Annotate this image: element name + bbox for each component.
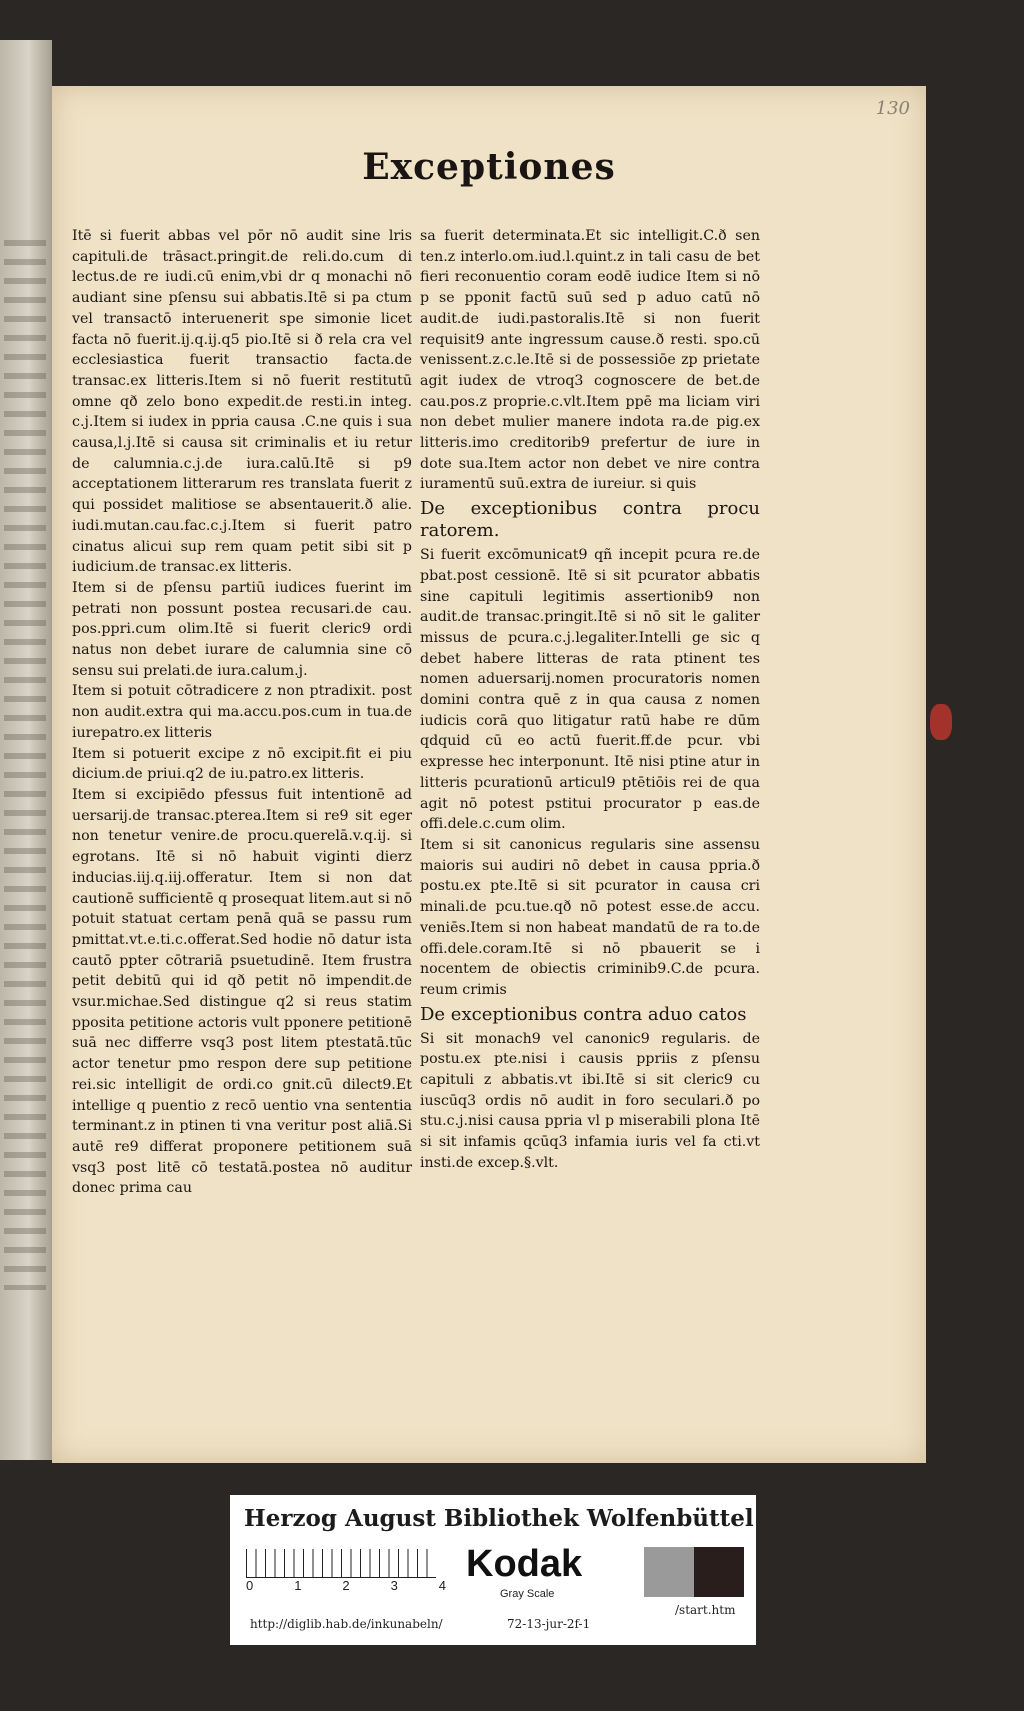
paragraph: Si sit monach9 vel canonic9 regularis. de postu.ex pte.nisi i causis ppriis z pſensu capituli z abbatis.vt ibi.Itē si sit cleric9 cu iuscūq3 ordis nō audit in foro seculari.ð po stu.c.j.nisi causa ppria vl p miserabili plona Itē si sit infamis qcūq3 infamia iuris vel fa cti.vt insti.de excep.§.vlt. <box>420 1030 760 1171</box>
dark-swatch <box>694 1547 744 1597</box>
kodak-brand: Kodak <box>466 1543 583 1585</box>
section-heading: De exceptionibus contra procu ratorem. <box>420 498 760 542</box>
measurement-ruler <box>246 1549 436 1578</box>
gray-scale-label: Gray Scale <box>500 1588 555 1600</box>
gray-swatch <box>644 1547 694 1597</box>
left-column <box>72 226 412 1199</box>
ruler-number: 3 <box>390 1578 398 1593</box>
section-heading: De exceptionibus contra aduo catos <box>420 1003 747 1025</box>
right-column <box>420 226 760 1174</box>
paragraph: Item si excipiēdo pfessus fuit intentionē ad uersarij.de transac.pterea.Item si re9 sit eger non tenetur venire.de procu.querelā.v.q.ij. si egrotans. Itē si nō habuit viginti dierz inducias.iij.q.iij.offeratur. Item si non dat cautionē sufficientē q prosequat litem.aut si nō potuit statuat certam penā quā se passu rum pmittat.vt.e.ti.c.offerat.Sed hodie nō datur ista cautō ppter cōtrariā psuetudinē. Item frustra petit debitū qui id qð petit nō impendit.de vsur.michae.Sed distingue q2 si reus statim pposita petitione actoris vult pponere petitionē suā nec differre vsq3 post litem ptestatā.tūc actor tenetur pmo respon dere sup petitione rei.sic intelligit de ordi.co gnit.cū dilect9.Et intellige q puentio z recō uentio vna sententia terminant.z in ptinen ti vna veritur post aliā.Si autē re9 differat proponere petitionem suā vsq3 post litē cō testatā.postea nō auditur donec prima cau <box>72 786 412 1197</box>
paragraph: Item si potuerit excipe z nō excipit.fit ei piu dicium.de priui.q2 de iu.patro.ex litteris. <box>72 745 412 783</box>
paragraph: Item si sit canonicus regularis sine assensu maioris sui audiri nō debet in causa ppria.ð postu.ex pte.Itē si sit pcurator in causa cri minali.de pcu.tue.qð nō potest esse.de accu. veniēs.Item si non habeat mandatū de ra to.de offi.dele.coram.Itē si nō pbauerit se i nocentem de obiectis criminib9.C.de pcura. reum crimis <box>420 836 760 998</box>
ruler-numbers <box>246 1578 446 1593</box>
page-title: Exceptiones <box>362 146 616 188</box>
previous-page-edge <box>0 40 52 1460</box>
paragraph: sa fuerit determinata.Et sic intelligit.C.ð sen ten.z interlo.om.iud.l.quint.z in tali casu de bet fieri reconuentio coram eodē iudice Item si nō p se pponit factū suū sed p aduo catū nō audit.de iudi.pastoralis.Itē si non fuerit requisit9 ante ingressum cause.ð resti. spo.cū venissent.z.c.le.Itē si de possessiōe zp prietate agit iudex de vtroq3 cognoscere de bet.de cau.pos.z proprie.c.vlt.Item ppē ma liciam viri non debet mulier manere indota ra.de pig.ex litteris.imo creditorib9 prefertur de iure in dote sua.Item actor non debet ve nire contra iuramentū suū.extra de iureiur. si quis <box>420 228 760 493</box>
folio-number: 130 <box>875 98 910 119</box>
ruler-number: 4 <box>438 1578 446 1593</box>
ruler-number: 0 <box>246 1578 254 1593</box>
paragraph: Item si potuit cōtradicere z non ptradixit. post non audit.extra qui ma.accu.pos.cum in tua.de iurepatro.ex litteris <box>72 683 412 741</box>
ruler-number: 2 <box>342 1578 350 1593</box>
shelfmark: 72-13-jur-2f-1 <box>507 1617 591 1631</box>
color-target-card <box>230 1495 756 1645</box>
paragraph: Si fuerit excōmunicat9 qñ incepit pcura re.de pbat.post cessionē. Itē si sit pcurator abbatis sine capituli legitimis assertionib9 non audit.de transac.pringit.Itē si nō sit le galiter missus de pcura.c.j.legaliter.Intelli ge sic q debet habere litteras de rata ptinent tes nomen aduersarij.nomen procuratoris nomen domini contra quē z in qua causa z nomen iudicis corā quo litigatur ratū habe re dūm qdquid cū eo actū fuerit.ff.de pcur. vbi expresse hec interponunt. Itē nisi ptine atur in litteris pcurationū articul9 ptētiōis rei de qua agit nō potest pstitui procurator p eas.de offi.dele.c.cum olim. <box>420 547 760 833</box>
library-name: Herzog August Bibliothek Wolfenbüttel <box>244 1505 754 1532</box>
document-page <box>52 86 926 1463</box>
library-url: http://diglib.hab.de/inkunabeln/ <box>250 1617 443 1631</box>
paragraph: Itē si fuerit abbas vel pōr nō audit sine lris capituli.de trāsact.pringit.de reli.do.cum di lectus.de re iudi.cū enim,vbi dr q monachi nō audiant sine pſensu sui abbatis.Itē si pa ctum vel transactō interuenerit spe simonie licet facta nō fuerit.ij.q.ij.q5 pio.Itē si ð rela cra vel ecclesiastica fuerit transactio facta.de transac.ex litteris.Item si nō fuerit restitutū omne qð zelo bono expedit.de resti.in integ. c.j.Item si iudex in ppria causa .C.ne quis i sua causa,l.j.Itē si causa sit criminalis et iu retur de calumnia.c.j.de iura.calū.Itē si p9 acceptationem litterarum res translata fuerit z qui possidet malitiose se absentauerit.ð alie. iudi.mutan.cau.fac.c.j.Item si fuerit patro cinatus alicui sup rem quam petit sibi sit p iudicium.de transac.ex litteris. <box>72 228 412 576</box>
start-path: /start.htm <box>675 1603 736 1617</box>
wax-seal-mark <box>930 704 952 740</box>
previous-page-text-ghost <box>4 240 46 1290</box>
ruler-number: 1 <box>294 1578 302 1593</box>
paragraph: Item si de pſensu partiū iudices fuerint im petrati non possunt postea recusari.de cau. pos.ppri.cum olim.Itē si fuerit cleric9 ordi natus non debet iurare de calumnia sine cō sensu sui prelati.de iura.calum.j. <box>72 579 412 679</box>
